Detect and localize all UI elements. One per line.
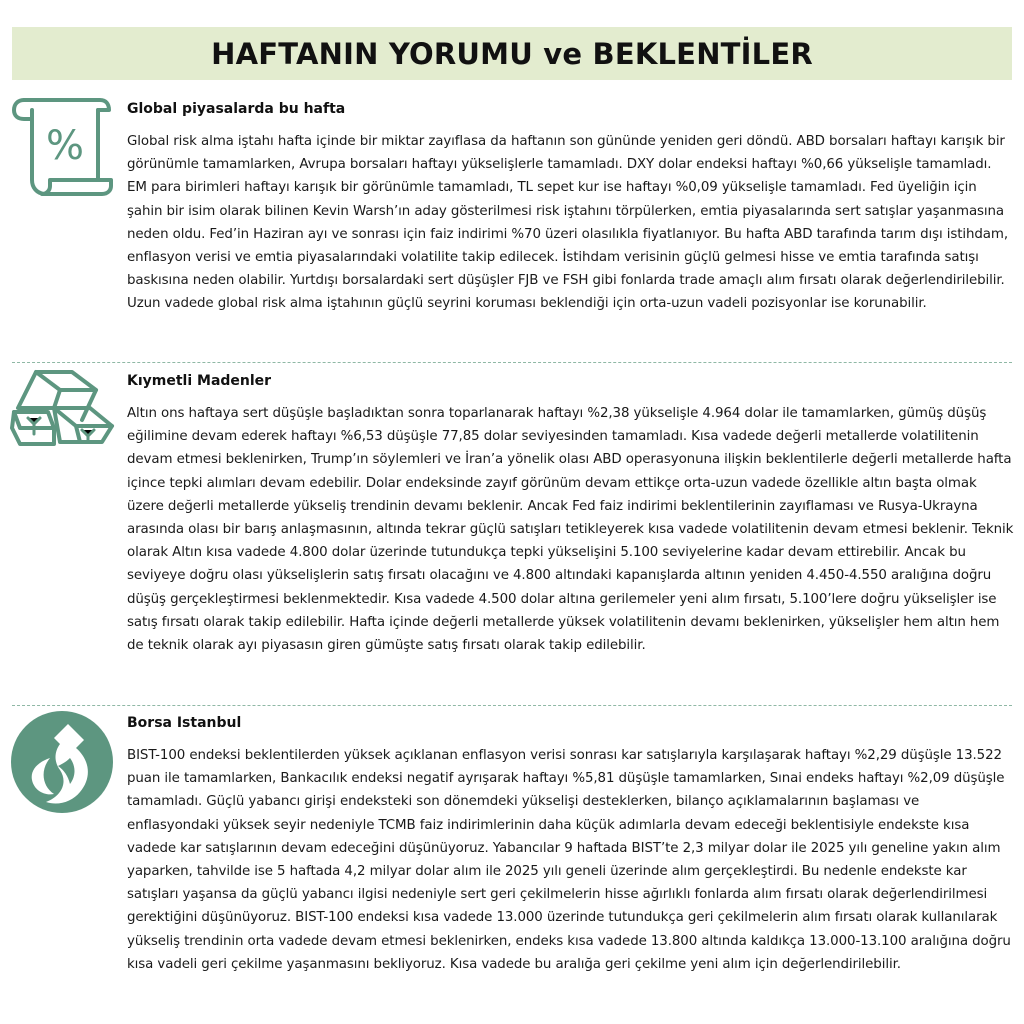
svg-text:%: % [45, 123, 85, 169]
section-text: Altın ons haftaya sert düşüşle başladıktan sonra toparlanarak haftayı %2,38 yükselişle 4.964 dolar ile tamamlarken, gümüş düşüş eğilimine devam ederek haftayı %6,53 düşüşle 77,85 dolar seviyesinden tamamladı. Kısa vadede değerli metallerde volatilitenin devam etmesi beklenirken, Trump’ın söylemleri ve İran’a yönelik olası ABD operasyonuna ilişkin beklentilerle değerli metallerde hafta içince tepki alımları devam edebilir. Dolar endeksinde zayıf görünüm devam ettikçe orta-uzun vadede özellikle altın başta olmak üzere değerli metallerde yükseliş trendinin devamı beklenir. Ancak Fed faiz indirimi beklentilerinin zayıflaması ve Rusya-Ukrayna arasında olası bir barış anlaşmasının, altında tekrar güçlü satışları tetikleyerek kısa vadede volatilitenin devam etmesi beklenir. Teknik olarak Altın kısa vadede 4.800 dolar üzerinde tutundukça tepki yükselişini 5.100 seviyelerine kadar devam ettirebilir. Ancak bu seviyeye doğru olası yükselişlerin satış fırsatı olacağını ve 4.800 altındaki kapanışlarda altının yeniden 4.450-4.550 aralığına doğru düşüş gerçekleştirmesi beklenmektedir. Kısa vadede 4.500 dolar altına gerilemeler yeni alım fırsatı, 5.100’lere doğru yükselişler ise satış fırsatı olarak takip edilebilir. Hafta içinde değerli metallerde yüksek volatilitenin devamı beklenirken, yükselişler hem altın hem de teknik olarak ayı piyasasın giren gümüşte satış fırsatı olarak takip edilebilir. [127, 406, 1014, 654]
section-text: BIST-100 endeksi beklentilerden yüksek açıklanan enflasyon verisi sonrası kar satışlarıyla karşılaşarak haftayı %2,29 düşüşle 13.522 puan ile tamamlarken, Bankacılık endeksi negatif ayrışarak haftayı %5,81 düşüşle tamamlarken, Sınai endeks haftayı %2,09 düşüşle tamamladı. Güçlü yabancı girişi endeksteki son dönemdeki yükselişi desteklerken, bilanço açıklamalarının başlaması ve enflasyondaki yüksek seyir nedeniyle TCMB faiz indirimlerinin daha küçük adımlarla devam edeceği beklentisiyle endekste kısa vadede kar satışlarının devam edeceğini düşünüyoruz. Yabancılar 9 haftada BIST’te 2,3 milyar dolar ile 2025 yılı geneline yakın alım yaparken, tahvilde ise 5 haftada 4,2 milyar dolar alım ile 2025 yılı geneli üzerinde alım gerçekleştirdi. Bu nedenle endekste kar satışları yaşansa da güçlü yabancı ilgisi nedeniyle sert geri çekilmelerin hisse ağırlıklı fonlarda alım fırsatı olarak değerlendirilmesi gerektiğini düşünüyoruz. BIST-100 endeksi kısa vadede 13.000 üzerinde tutundukça geri çekilmelerin alım fırsatı olarak kullanılarak yükseliş trendinin orta vadede devam etmesi beklenirken, endeks kısa vadede 13.800 altında kaldıkça 13.000-13.100 aralığına doğru kısa vadeli geri çekilme yaşanmasını bekliyoruz. Kısa vadede bu aralığa geri çekilme yeni alım için değerlendirilebilir. [127, 748, 1011, 972]
percent-scroll-icon [10, 96, 114, 205]
borsa-istanbul-logo-icon [10, 710, 114, 819]
section-title: Kıymetli Madenler [127, 373, 272, 389]
section-title: Borsa Istanbul [127, 715, 242, 731]
section-divider [12, 362, 1012, 363]
header-banner [12, 27, 1012, 80]
section-title: Global piyasalarda bu hafta [127, 101, 346, 117]
section-divider [12, 705, 1012, 706]
section-text: Global risk alma iştahı hafta içinde bir miktar zayıflasa da haftanın son gününde yeniden geri döndü. ABD borsaları haftayı karışık bir görünümle tamamlarken, Avrupa borsaları haftayı yükselişlerle tamamladı. DXY dolar endeksi haftayı %0,66 yükselişle tamamladı. EM para birimleri haftayı karışık bir görünümle tamamladı, TL sepet kur ise haftayı %0,09 yükselişle tamamladı. Fed üyeliğin için şahin bir isim olarak bilinen Kevin Warsh’ın aday gösterilmesi risk iştahını törpülerken, emtia piyasalarında sert satışlar yaşanmasına neden oldu. Fed’in Haziran ayı ve sonrası için faiz indirimi %70 üzeri olasılıkla fiyatlanıyor. Bu hafta ABD tarafında tarım dışı istihdam, enflasyon verisi ve emtia piyasalarındaki volatilite takip edilecek. İstihdam verisinin güçlü gelmesi hisse ve emtia tarafında satışı baskısına neden olabilir. Yurtdışı borsalardaki sert düşüşler FJB ve FSH gibi fonlarda trade amaçlı alım fırsatı olarak değerlendirilebilir. Uzun vadede global risk alma iştahının güçlü seyrini koruması beklendiği için orta-uzun vadeli pozisyonlar ise korunabilir. [127, 134, 1009, 312]
gold-bars-icon [10, 368, 116, 459]
page-title: HAFTANIN YORUMU ve BEKLENTİLER [211, 36, 813, 71]
